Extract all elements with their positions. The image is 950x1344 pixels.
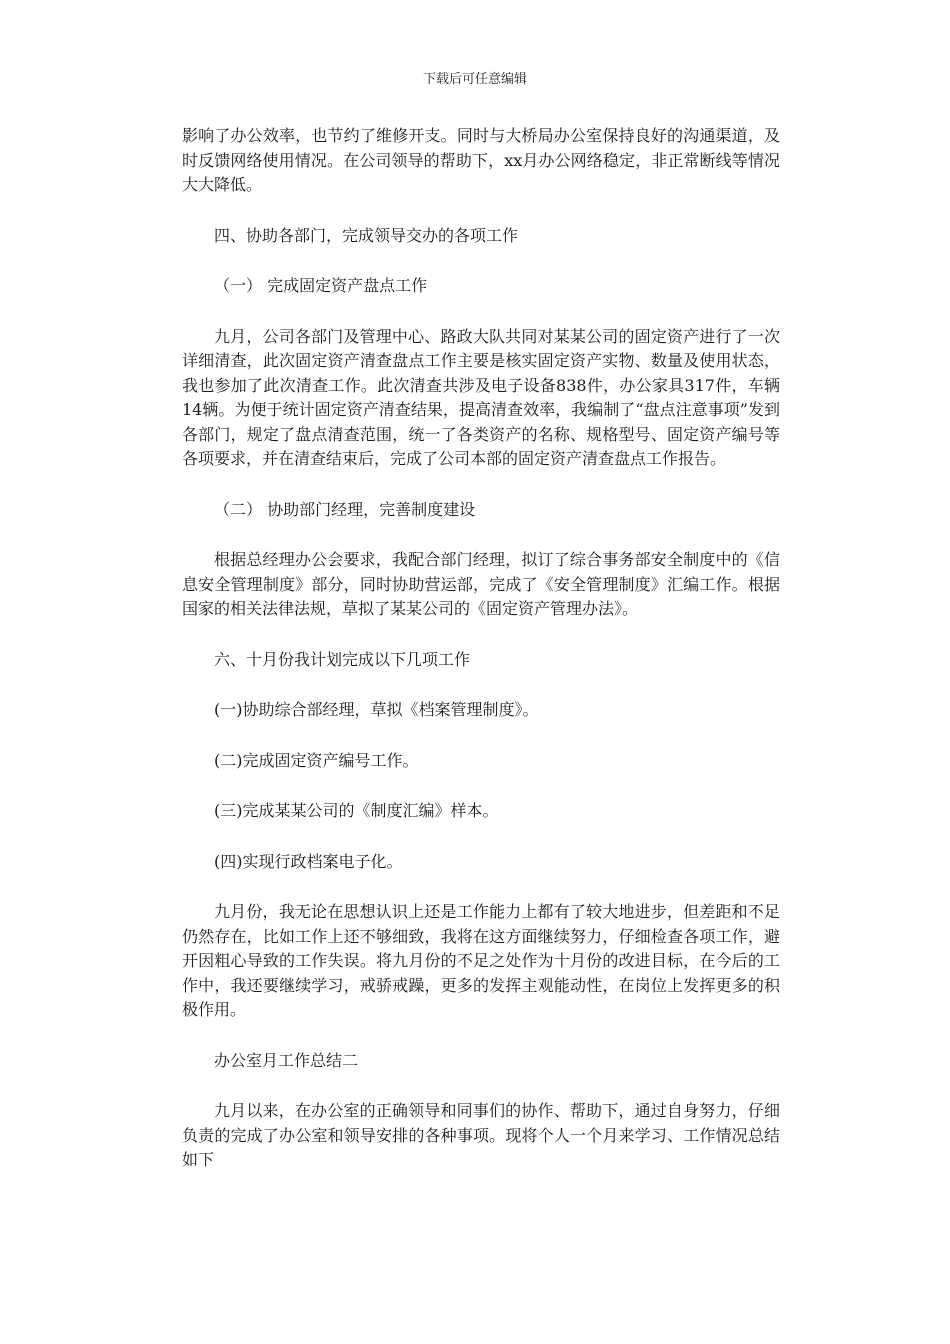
page-header-note: 下载后可任意编辑: [422, 72, 527, 87]
plan-item-2: (二)完成固定资产编号工作。: [214, 750, 419, 770]
section-heading-4: 四、协助各部门，完成领导交办的各项工作: [214, 225, 519, 245]
paragraph-self-review: 九月份，我无论在思想认识上还是工作能力上都有了较大地进步，但差距和不足仍然存在，比如工作上还不够细致，我将在这方面继续努力，仔细检查各项工作，避开因粗心导致的工作失误。将九月份的不足之处作为十月份的改进目标，在今后的工作中，我还要继续学习，戒骄戒躁，更多的发挥主观能动性，在岗位上发挥更多的积极作用。: [182, 902, 780, 1019]
paragraph-system-building: 根据总经理办公会要求，我配合部门经理，拟订了综合事务部安全制度中的《信息安全管理制度》部分，同时协助营运部，完成了《安全管理制度》汇编工作。根据国家的相关法律法规，草拟了某某公司的《固定资产管理办法》。: [182, 550, 780, 618]
plan-item-3: (三)完成某某公司的《制度汇编》样本。: [214, 801, 499, 820]
plan-item-4: (四)实现行政档案电子化。: [214, 851, 403, 871]
subsection-heading-system-building: （二） 协助部门经理，完善制度建设: [214, 499, 476, 519]
paragraph-asset-inventory: 九月，公司各部门及管理中心、路政大队共同对某某公司的固定资产进行了一次详细清查，此次固定资产清查盘点工作主要是核实固定资产实物、数量及使用状态，我也参加了此次清查工作。此次清查共涉及电子设备838件，办公家具317件，车辆14辆。为便于统计固定资产清查结果，提高清查效率，我编制了“盘点注意事项”发到各部门，规定了盘点清查范围，统一了各类资产的名称、规格型号、固定资产编号等各项要求，并在清查结束后，完成了公司本部的固定资产清查盘点工作报告。: [182, 326, 780, 468]
section-heading-6: 六、十月份我计划完成以下几项工作: [214, 649, 471, 669]
paragraph-summary-intro: 九月以来，在办公室的正确领导和同事们的协作、帮助下，通过自身努力，仔细负责的完成了办公室和领导安排的各种事项。现将个人一个月来学习、工作情况总结如下: [182, 1101, 780, 1169]
section-title-summary-two: 办公室月工作总结二: [214, 1050, 359, 1070]
subsection-heading-asset-inventory: （一） 完成固定资产盘点工作: [214, 276, 428, 295]
plan-item-1: (一)协助综合部经理，草拟《档案管理制度》。: [214, 700, 539, 719]
document-body: [182, 124, 780, 1173]
paragraph-network: 影响了办公效率，也节约了维修开支。同时与大桥局办公室保持良好的沟通渠道，及时反馈网络使用情况。在公司领导的帮助下，xx月办公网络稳定，非正常断线等情况大大降低。: [182, 126, 780, 194]
